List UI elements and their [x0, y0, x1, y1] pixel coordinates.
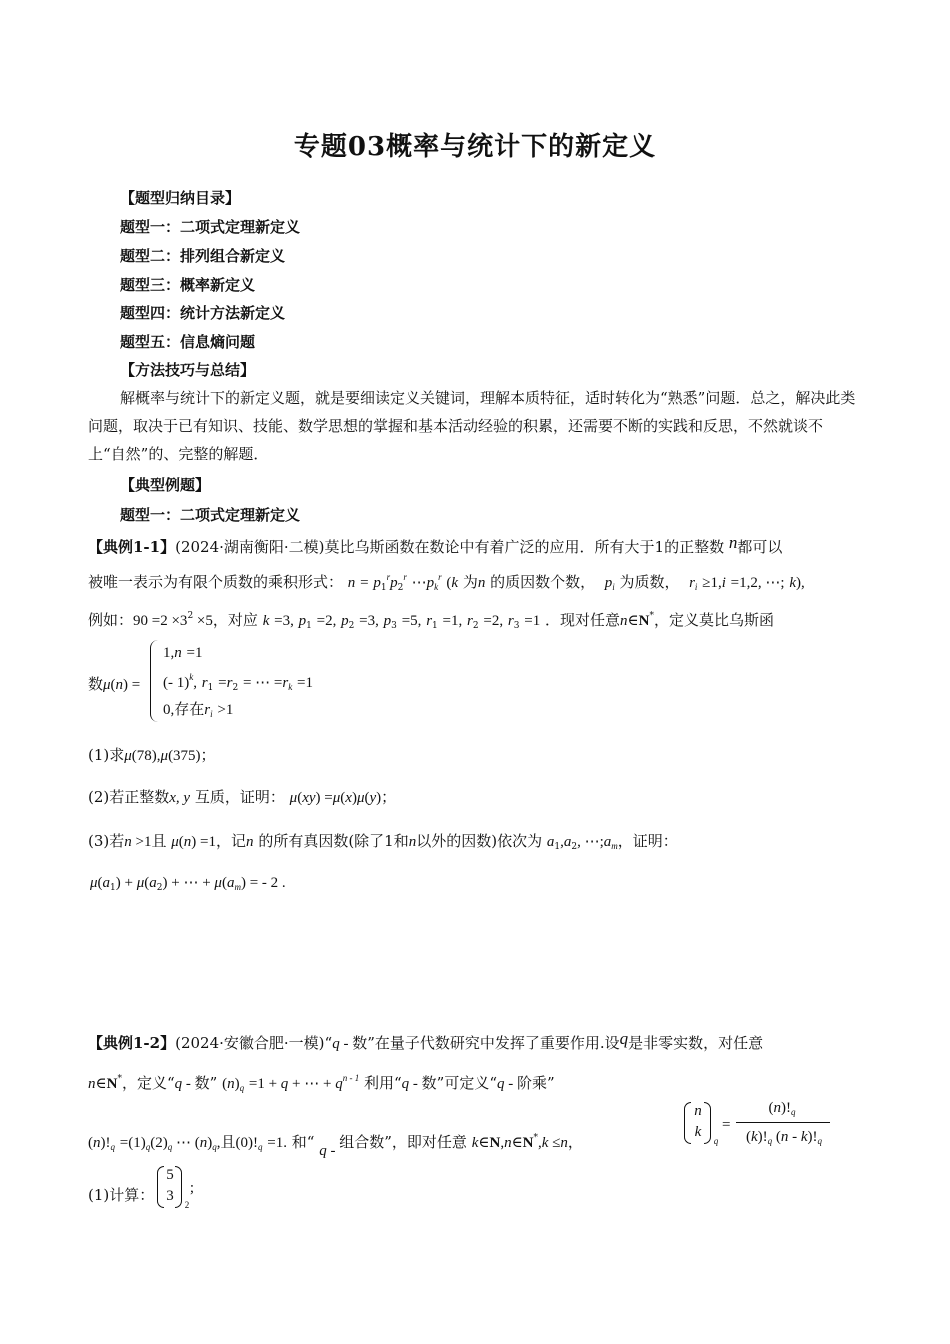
case-3: 0,存在$r_i >1$	[163, 700, 234, 719]
case-2: (- 1)$^k$, $r_1 =r_2$ = ⋯ $=r_k =1$	[163, 672, 313, 693]
mobius-definition-lead: 数μ(n) =	[88, 675, 141, 693]
page-title: 专题03概率与统计下的新定义	[293, 132, 657, 162]
examples-header: 【典型例题】	[120, 476, 211, 494]
equals-sign: =	[722, 1117, 731, 1133]
fraction-denominator: $(k)!_q$ $(n - k)!_q$	[745, 1129, 823, 1146]
example-1-2-line1: 【典例1-2】(2024·安徽合肥·一模)“q - 数”在量子代数研究中发挥了重要作用.设q是非零实数，对任意	[88, 1029, 764, 1052]
example-label: 【典例1-2】	[88, 1034, 176, 1052]
toc-item-3: 题型三：概率新定义	[120, 276, 256, 294]
fraction-numerator: $(n)!_q$	[768, 1100, 796, 1117]
example-1-2-line2: n∈N*，定义“q - 数” $(n)_q =1 + q$ + ⋯ + $q^{n - 1}$ 利用“q - 数”可定义“q - 阶乘”	[88, 1073, 555, 1093]
example-source: (2024·湖南衡阳·二模)	[175, 538, 325, 556]
question-3-formula: $\mu(a_1) + \mu(a_2)$ + ⋯ + $\mu(a_m)$ = - 2 .	[90, 875, 286, 893]
q-binomial: n k q	[684, 1102, 714, 1144]
fraction-bar	[736, 1122, 830, 1123]
example-1-1-line1: 【典例1-1】(2024·湖南衡阳·二模)莫比乌斯函数在数论中有着广泛的应用．所有大于1的正整数 n都可以	[88, 533, 783, 556]
question-3: (3)若n >1且 μ(n) =1，记n 的所有真因数(除了1和n以外的因数)依次为 $a_1,a_2$, $\cdots;a_m$，证明：	[88, 832, 678, 852]
toc-header: 【题型归纳目录】	[120, 189, 241, 207]
toc-item-5: 题型五：信息熵问题	[120, 333, 256, 351]
example-1-2-line3: $(n)!_q =(1)_q(2)_q$ ⋯ $(n)_q$,且$(0)!_q =1$. 和“ q - 组合数”，即对任意 k∈N,n∈N*,k ≤n，	[88, 1133, 583, 1159]
toc-item-2: 题型二：排列组合新定义	[120, 247, 286, 265]
case-1: 1,n =1	[163, 645, 203, 661]
binomial-5-3: 5 3 2 ;	[157, 1166, 197, 1210]
toc-item-4: 题型四：统计方法新定义	[120, 304, 286, 322]
example-1-2-question-1: (1)计算：	[88, 1186, 155, 1204]
type1-heading: 题型一：二项式定理新定义	[120, 506, 301, 524]
example-1-1-line3: 例如：$90 =2 \times 3^2 \times 5$，对应 k =3, $p_1 =2$, $p_2 =3$, $p_3 =5$, $r_1 =1$, $r_2 =2$, $r_3 =1$ ．现对任意n∈N*，定义莫比乌斯函	[88, 611, 774, 631]
toc-item-1: 题型一：二项式定理新定义	[120, 218, 301, 236]
question-2: (2)若正整数x, y 互质，证明： μ(xy) =μ(x)μ(y)；	[88, 788, 397, 806]
method-paragraph: 解概率与统计下的新定义题，就是要细读定义关键词，理解本质特征，适时转化为“熟悉”问题．总之，解决此类问题，取决于已有知识、技能、数学思想的掌握和基本活动经验的积累，还需要不断的实践和反思，不然就谈不上“自然”的、完整的解题．	[88, 389, 856, 463]
example-label: 【典例1-1】	[88, 538, 176, 556]
example-1-1-line2: 被唯一表示为有限个质数的乘积形式： $n = p_1^rp_2^r$ $\cdots p_k^r$ (k 为n 的质因数个数， $p_i$ 为质数， $r_i \ge 1,i =1,2$, ⋯; k),	[88, 572, 805, 593]
question-1: (1)求μ(78),μ(375)；	[88, 746, 216, 764]
method-header: 【方法技巧与总结】	[120, 361, 256, 379]
cases-brace	[150, 640, 161, 722]
